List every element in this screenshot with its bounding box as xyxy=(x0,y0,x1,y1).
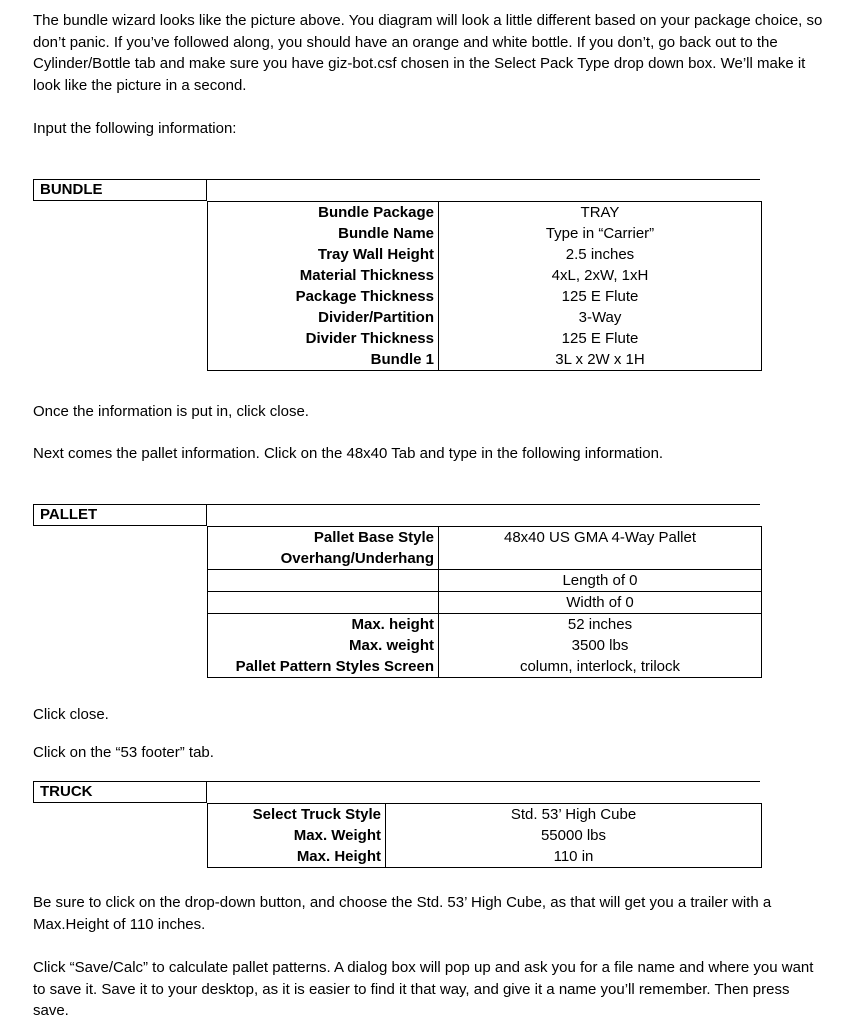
truck-top-rule xyxy=(207,781,760,782)
divider-thickness-value: 125 E Flute xyxy=(439,328,762,349)
table-row xyxy=(208,846,762,868)
bundle-top-rule xyxy=(207,179,760,180)
max-height-value: 52 inches xyxy=(439,614,762,636)
table-row xyxy=(208,244,762,265)
length-key xyxy=(208,570,439,592)
width-value: Width of 0 xyxy=(439,592,762,614)
bundle-1-value: 3L x 2W x 1H xyxy=(439,349,762,371)
save-note-text: Click “Save/Calc” to calculate pallet patterns. A dialog box will pop up and ask you for a file name and where you want to save it. Save it to your desktop, as it is easier to find it that way, and give it a name you’ll remember. Then press save. xyxy=(33,959,814,1020)
truck-max-weight-key: Max. Weight xyxy=(208,825,386,846)
truck-max-height-value: 110 in xyxy=(386,846,762,868)
table-row xyxy=(208,570,762,592)
table-row xyxy=(208,307,762,328)
tray-wall-height-key: Tray Wall Height xyxy=(208,244,439,265)
package-thickness-value: 125 E Flute xyxy=(439,286,762,307)
length-value: Length of 0 xyxy=(439,570,762,592)
pallet-base-style-value: 48x40 US GMA 4-Way Pallet xyxy=(439,527,762,549)
table-row xyxy=(208,635,762,656)
truck-max-weight-value: 55000 lbs xyxy=(386,825,762,846)
table-row xyxy=(208,825,762,846)
pallet-pattern-key: Pallet Pattern Styles Screen xyxy=(208,656,439,678)
pallet-intro-text: Next comes the pallet information. Click on the 48x40 Tab and type in the following information. xyxy=(33,445,664,462)
table-row xyxy=(208,614,762,636)
table-row xyxy=(208,656,762,678)
table-row xyxy=(208,548,762,570)
table-row xyxy=(208,286,762,307)
max-weight-value: 3500 lbs xyxy=(439,635,762,656)
table-row xyxy=(208,223,762,244)
table-row xyxy=(208,592,762,614)
overhang-key: Overhang/Underhang xyxy=(208,548,439,570)
pallet-section-label: PALLET xyxy=(33,504,207,526)
divider-partition-value: 3-Way xyxy=(439,307,762,328)
select-truck-style-value: Std. 53’ High Cube xyxy=(386,804,762,826)
material-thickness-key: Material Thickness xyxy=(208,265,439,286)
max-height-key: Max. height xyxy=(208,614,439,636)
bundle-table xyxy=(207,201,762,371)
table-row xyxy=(208,265,762,286)
truck-max-height-key: Max. Height xyxy=(208,846,386,868)
pallet-base-style-key: Pallet Base Style xyxy=(208,527,439,549)
table-row xyxy=(208,527,762,549)
tray-wall-height-value: 2.5 inches xyxy=(439,244,762,265)
bundle-1-key: Bundle 1 xyxy=(208,349,439,371)
table-row xyxy=(208,349,762,371)
table-row xyxy=(208,804,762,826)
bundle-package-value: TRAY xyxy=(439,202,762,224)
bundle-name-key: Bundle Name xyxy=(208,223,439,244)
divider-thickness-key: Divider Thickness xyxy=(208,328,439,349)
select-truck-style-key: Select Truck Style xyxy=(208,804,386,826)
truck-note-text: Be sure to click on the drop-down button, and choose the Std. 53’ High Cube, as that will get you a trailer with a Max.Height of 110 inches. xyxy=(33,894,772,933)
intro-paragraph: The bundle wizard looks like the picture above. You diagram will look a little different based on your package choice, so don’t panic. If you’ve followed along, you should have an orange and white bottle. If you don’t, go back out to the Cylinder/Bottle tab and make sure you have giz-bot.csf chosen in the Select Pack Type drop down box. We’ll make it look like the picture in a second. xyxy=(33,12,823,94)
click-close-text: Click close. xyxy=(33,706,109,723)
material-thickness-value: 4xL, 2xW, 1xH xyxy=(439,265,762,286)
bundle-name-value: Type in “Carrier” xyxy=(439,223,762,244)
click-tab-text: Click on the “53 footer” tab. xyxy=(33,744,214,761)
overhang-value xyxy=(439,548,762,570)
after-bundle-text: Once the information is put in, click close. xyxy=(33,403,309,420)
width-key xyxy=(208,592,439,614)
package-thickness-key: Package Thickness xyxy=(208,286,439,307)
pallet-table xyxy=(207,526,762,678)
bundle-section-label: BUNDLE xyxy=(33,179,207,201)
input-prompt: Input the following information: xyxy=(33,120,237,137)
truck-table xyxy=(207,803,762,868)
truck-section-label: TRUCK xyxy=(33,781,207,803)
bundle-package-key: Bundle Package xyxy=(208,202,439,224)
pallet-pattern-value: column, interlock, trilock xyxy=(439,656,762,678)
divider-partition-key: Divider/Partition xyxy=(208,307,439,328)
table-row xyxy=(208,328,762,349)
table-row xyxy=(208,202,762,224)
max-weight-key: Max. weight xyxy=(208,635,439,656)
pallet-top-rule xyxy=(207,504,760,505)
